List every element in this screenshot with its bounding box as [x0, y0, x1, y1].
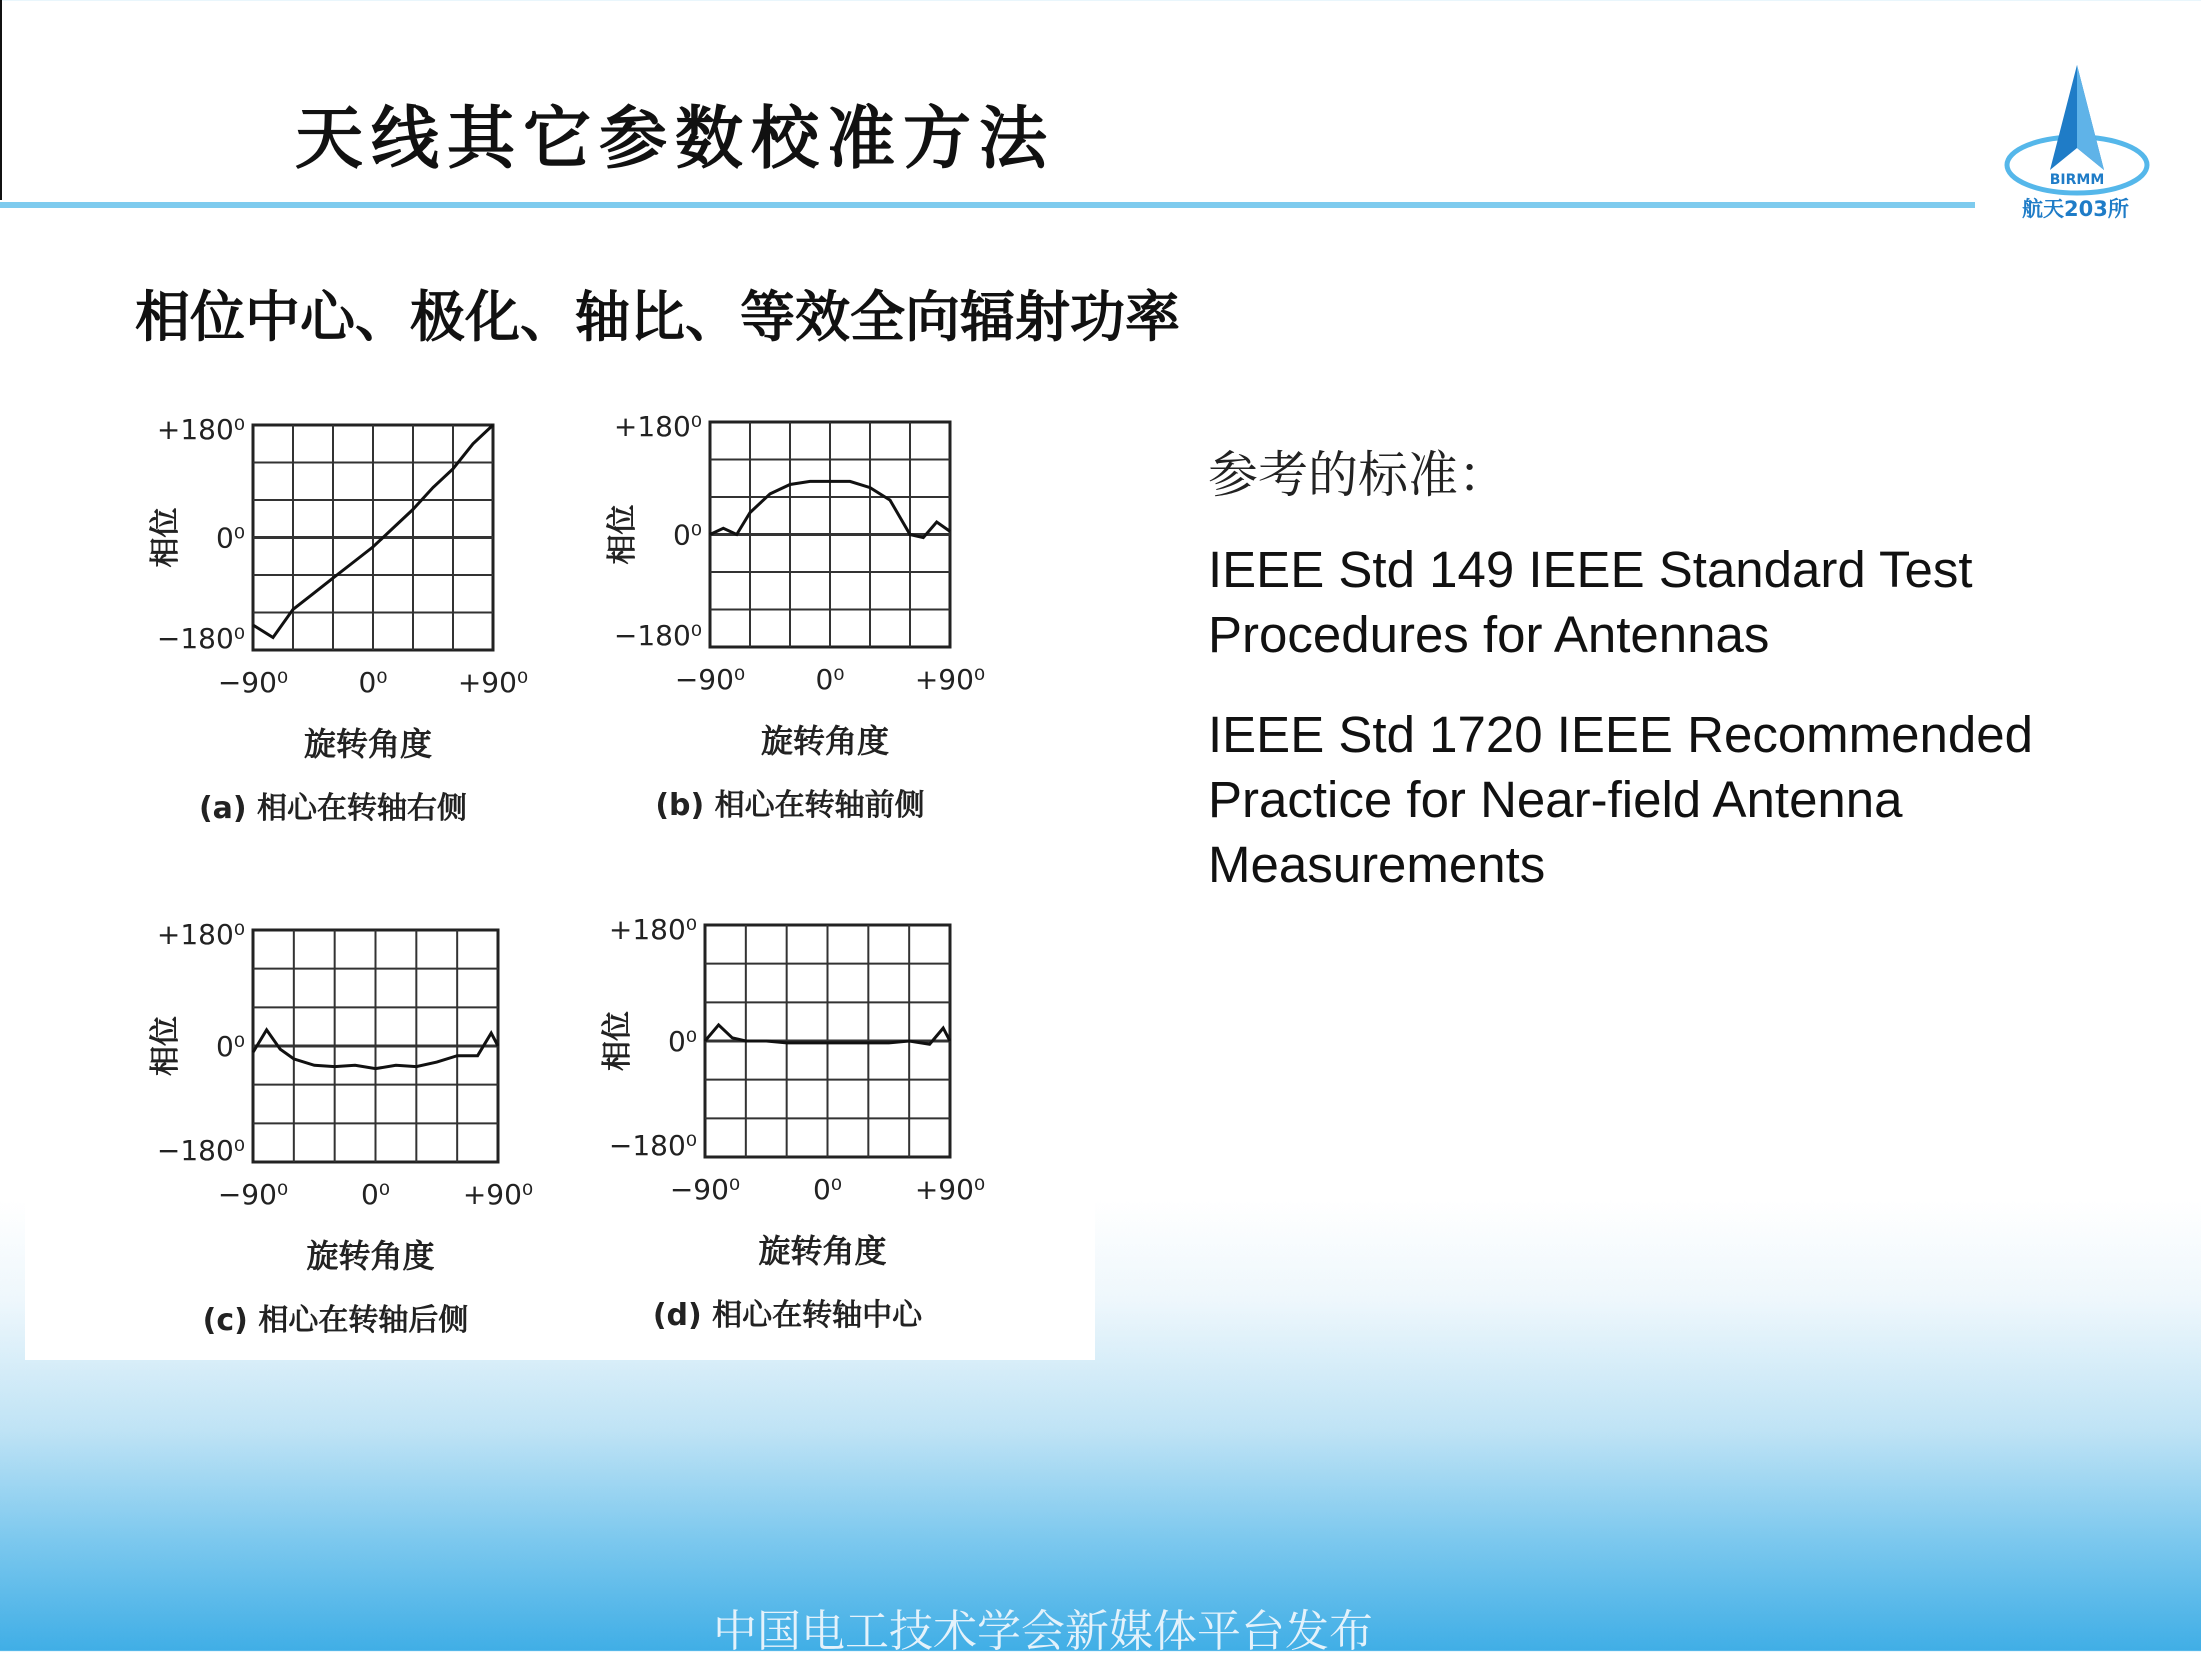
panel-c-x-tick-label: 0⁰: [360, 1178, 391, 1211]
panel-d-x-tick-label: −90⁰: [669, 1173, 741, 1206]
panel-a-y-tick-label: 0⁰: [215, 521, 245, 555]
panel-c-x-axis-label: 旋转角度: [306, 1237, 435, 1275]
panel-a-y-tick-label: −180⁰: [156, 622, 245, 655]
panel-a-x-tick-label: +90⁰: [457, 666, 529, 699]
panel-b-x-tick-label: +90⁰: [914, 663, 986, 696]
panel-c-x-tick-label: −90⁰: [217, 1178, 289, 1211]
logo-top-text: BIRMM: [2049, 172, 2105, 188]
references-heading: 参考的标准：: [1208, 446, 1508, 504]
panel-d-y-tick-label: −180⁰: [608, 1129, 697, 1162]
panel-a-y-tick-label: +180⁰: [156, 413, 245, 446]
panel-a-y-axis-label: 相位: [148, 507, 183, 568]
reference-item-ieee-149: IEEE Std 149 IEEE Standard Test Procedures for Antennas: [1208, 541, 1973, 663]
panel-c-x-tick-label: +90⁰: [462, 1178, 534, 1211]
title-underline: [0, 202, 1975, 208]
panel-c-y-tick-label: −180⁰: [156, 1134, 245, 1167]
panel-d-caption: (d) 相心在转轴中心: [652, 1298, 923, 1333]
phase-plots-svg: [25, 380, 1095, 1360]
slide-subtitle: 相位中心、极化、轴比、等效全向辐射功率: [135, 285, 1181, 349]
panel-b-x-tick-label: −90⁰: [674, 663, 746, 696]
panel-b-x-tick-label: 0⁰: [815, 663, 845, 696]
panel-c-caption: (c) 相心在转轴后侧: [202, 1303, 469, 1338]
panel-c-y-tick-label: 0⁰: [215, 1030, 245, 1063]
panel-c-y-axis-label: 相位: [148, 1016, 183, 1076]
panel-b-y-axis-label: 相位: [605, 504, 640, 565]
panel-d-y-axis-label: 相位: [600, 1011, 635, 1071]
panel-b-y-tick-label: +180⁰: [613, 410, 702, 443]
phase-pattern-figure: [25, 380, 1095, 1360]
panel-a-caption: (a) 相心在转轴右侧: [198, 791, 468, 826]
panel-d-x-tick-label: +90⁰: [914, 1173, 986, 1206]
panel-a-x-tick-label: −90⁰: [217, 666, 289, 699]
reference-item-ieee-1720: IEEE Std 1720 IEEE Recommended Practice for Near-field Antenna Measurements: [1208, 706, 2033, 893]
panel-b-y-tick-label: 0⁰: [672, 518, 702, 552]
panel-d-y-tick-label: +180⁰: [608, 913, 697, 946]
footer-watermark: 中国电工技术学会新媒体平台发布: [713, 1606, 1373, 1657]
slide-left-border: [0, 0, 2, 200]
panel-a-x-axis-label: 旋转角度: [303, 725, 433, 763]
logo-bottom-text: 航天203所: [2022, 197, 2129, 221]
panel-b-y-tick-label: −180⁰: [613, 619, 702, 652]
panel-c-y-tick-label: +180⁰: [156, 918, 245, 951]
panel-b-x-axis-label: 旋转角度: [760, 722, 890, 760]
slide-title: 天线其它参数校准方法: [295, 99, 1056, 179]
panel-d-y-tick-label: 0⁰: [667, 1025, 697, 1058]
panel-d-x-tick-label: 0⁰: [812, 1173, 843, 1206]
panel-a-x-tick-label: 0⁰: [358, 666, 388, 699]
panel-d-x-axis-label: 旋转角度: [758, 1232, 887, 1270]
panel-b-caption: (b) 相心在转轴前侧: [655, 788, 925, 823]
references-block: [1208, 435, 2148, 932]
